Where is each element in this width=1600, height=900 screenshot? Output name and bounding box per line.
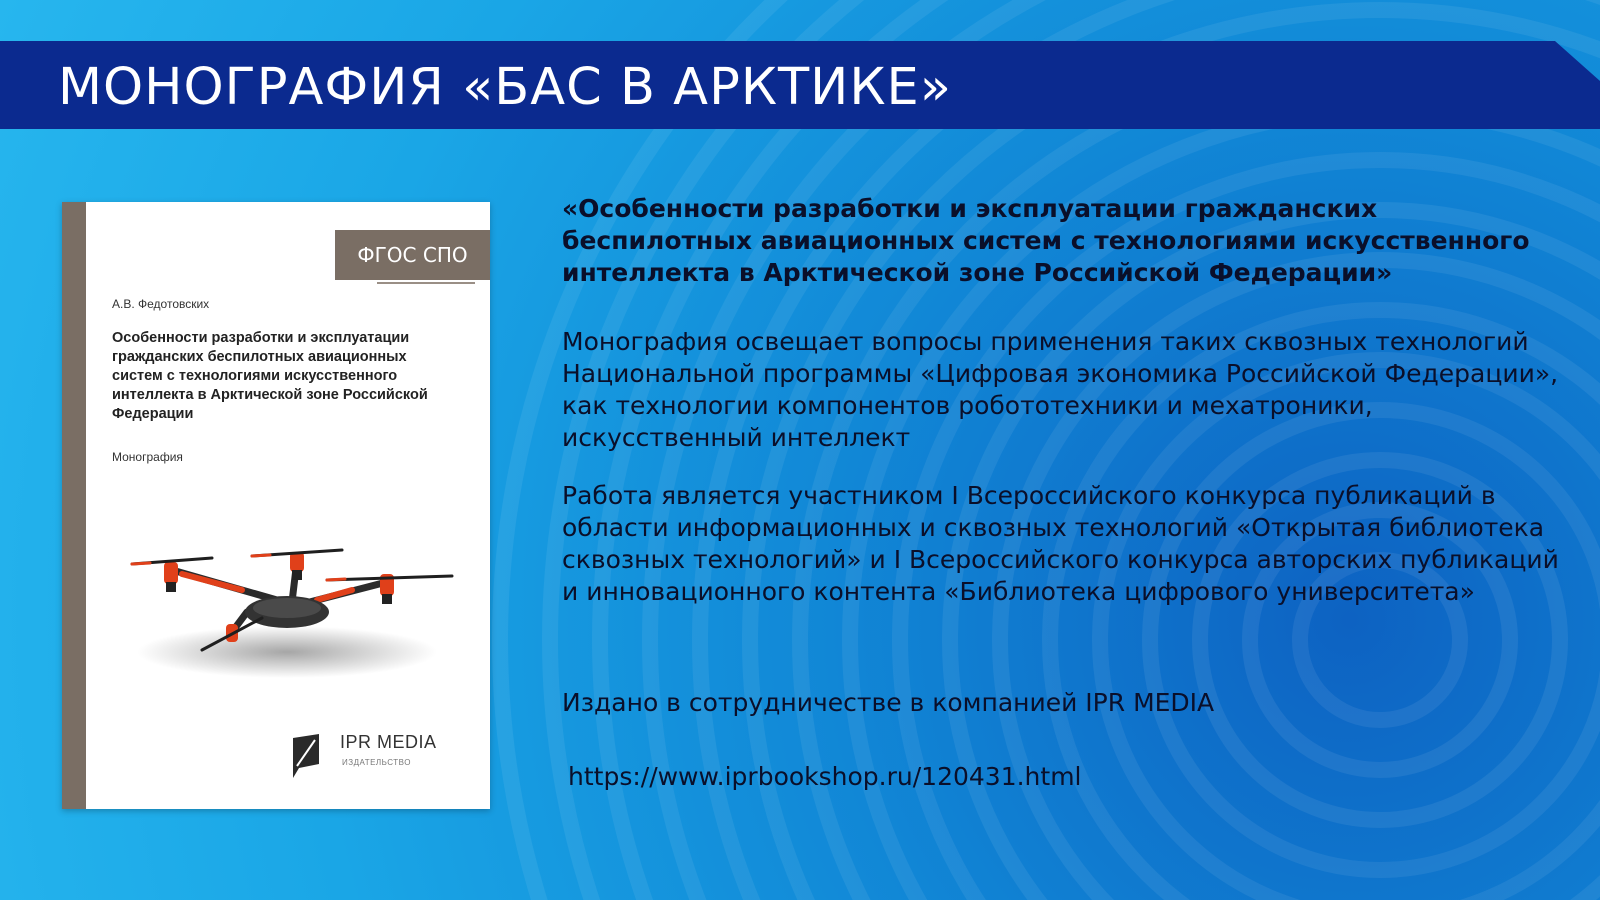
slide-title: МОНОГРАФИЯ «БАС В АРКТИКЕ» <box>58 58 952 117</box>
book-badge: ФГОС СПО <box>335 230 490 280</box>
book-type: Монография <box>112 450 183 464</box>
description-paragraph: Монография освещает вопросы применения таких сквозных технологий Национальной программы «Цифровая экономика Российской Федерации», как технологии компонентов робототехники и мехатроники, искусственный интеллект <box>562 327 1559 452</box>
publisher-subtitle: ИЗДАТЕЛЬСТВО <box>342 758 411 767</box>
book-spine <box>62 202 86 809</box>
badge-divider <box>377 282 475 284</box>
drone-image <box>102 532 462 702</box>
ipr-media-logo-icon <box>291 734 321 778</box>
book-author: А.В. Федотовских <box>112 297 210 311</box>
book-title: Особенности разработки и эксплуатации гражданских беспилотных авиационных систем с технологиями искусственного интеллекта в Арктической зоне Российской Федерации <box>112 330 428 422</box>
publisher-note: Издано в сотрудничестве в компанией IPR MEDIA <box>562 688 1215 717</box>
content-heading: «Особенности разработки и эксплуатации гражданских беспилотных авиационных систем с технологиями искусственного интеллекта в Арктической зоне Российской Федерации» <box>562 194 1530 287</box>
competition-paragraph: Работа является участником I Всероссийского конкурса публикаций в области информационных и сквозных технологий «Открытая библиотека сквозных технологий» и I Всероссийского конкурса авторских публикаций и инновационного контента «Библиотека цифрового университета» <box>562 481 1559 606</box>
book-cover[interactable] <box>62 202 490 809</box>
publisher-name: IPR MEDIA <box>340 732 437 752</box>
book-link[interactable]: https://www.iprbookshop.ru/120431.html <box>568 762 1082 791</box>
